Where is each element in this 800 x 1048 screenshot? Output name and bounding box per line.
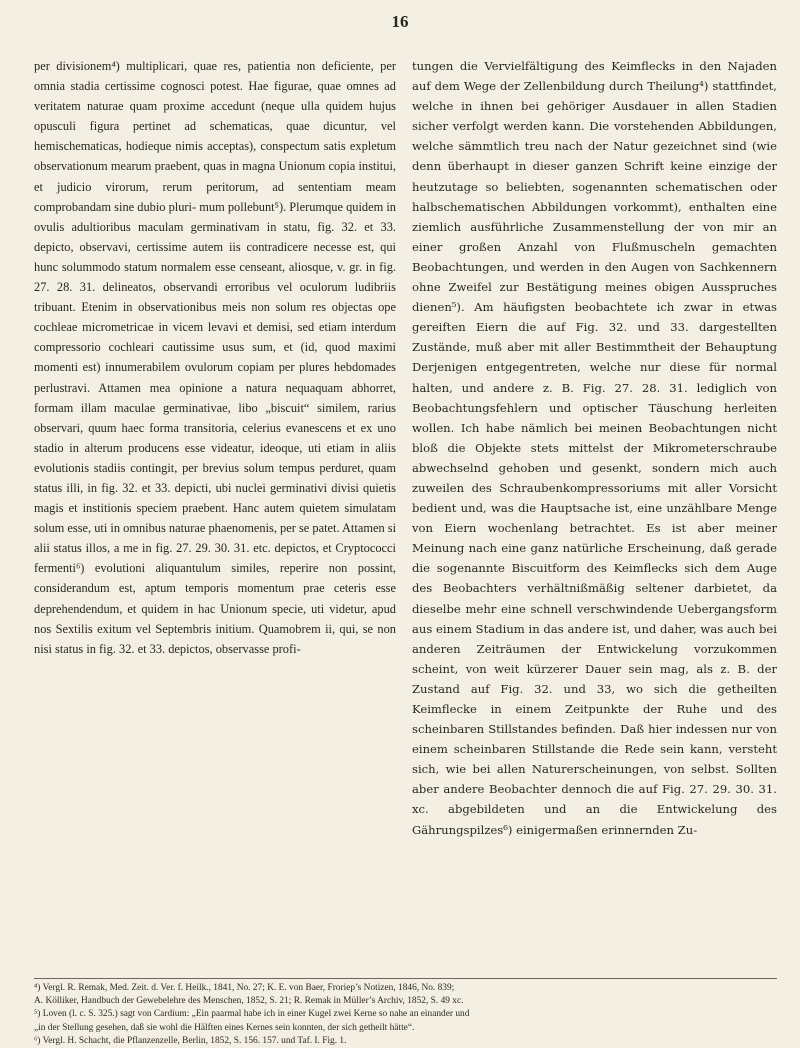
- footnote-divider: [34, 978, 777, 979]
- page-number: 16: [391, 12, 409, 31]
- german-text-column: [412, 56, 777, 974]
- latin-text-column: [34, 56, 396, 974]
- footnote-line: ⁶) Vergl. H. Schacht, die Pflanzenzelle, Berlin, 1852, S. 156. 157. und Taf. I. Fig. 1.: [34, 1035, 347, 1046]
- latin-paragraph: per divisionem⁴) multiplicari, quae res, patientia non deficiente, per omnia stadia certissime cognosci potest. Hae figurae, quae omnes ad veritatem naturae quam proxime accedunt (neque ulla quidem hujus opusculi figura pertinet ad schematicas, quae dicuntur, vel hemischematicas, hodieque nimis acceptas), conspectum satis expletum observationum mearum praebent, quas in magna Unionum copia institui, et judicio virorum, rerum peritorum, ad sententiam meam comprobandam sine dubio pluri- mum pollebunt⁵). Plerumque quidem in ovulis adultioribus maculam germinativam in statu, fig. 32. et 33. depicto, observavi, certissime autem iis contradicere necesse est, qui hunc solummodo statum normalem esse censeant, aliosque, v. gr. in fig. 27. 28. 31. delineatos, observandi erroribus vel oculorum ludibriis tribuant. Etenim in observationibus meis non solum res objectas ope cochleae micrometricae in vicem levavi et demisi, sed etiam interdum compressorio cochleari cautissime usus sum, et (id, quod maximi momenti est) innumerabilem ovulorum copiam per plures hebdomades perlustravi. Attamen mea opinione a natura nequaquam abhorret, formam illam maculae germinativae, libo „biscuit“ similem, rarius observari, quum haec forma transitoria, celerius evanescens et ex uno stadio in alterum producens esse videatur, ideoque, uti etiam in aliis evolutionis stadiis contingit, per brevius solum tempus perduret, quam status illi, in fig. 32. et 33. depicti, ubi nuclei germinativi divisi quietis magis et institionis speciem praebent. Hanc autem quietem simulatam solum esse, uti in omnibus naturae phaenomenis, per se patet. Attamen si alii status illos, a me in fig. 27. 29. 30. 31. etc. depictos, et Cryptococci fermenti⁶) evolutioni aliquantulum similes, reperire non possint, considerandum est, aptum temporis momentum prae ceteris esse deprehendendum, et quidem in hac Unionum specie, uti videtur, apud nos Sextilis exitum vel Septembris initium. Quamobrem ii, qui, se non nisi status in fig. 32. et 33. depictos, observasse profi-: [34, 59, 396, 656]
- footnotes: [34, 982, 777, 1048]
- footnote-line: ⁴) Vergl. R. Remak, Med. Zeit. d. Ver. f. Heilk., 1841, No. 27; K. E. von Baer, Froriep’s Notizen, 1846, No. 839;: [34, 983, 455, 993]
- footnote-line: ⁵) Loven (l. c. S. 325.) sagt von Cardium: „Ein paarmal habe ich in einer Kugel zwei Kerne so nahe an einander und: [34, 1009, 470, 1020]
- footnote-line: A. Kölliker, Handbuch der Gewebelehre des Menschen, 1852, S. 21; R. Remak in Müller’s Archiv, 1852, S. 49 xc.: [34, 996, 464, 1007]
- footnote-line: „in der Stellung gesehen, daß sie wohl die Hälften eines Kernes sein konnten, der sich getheilt hätte“.: [34, 1022, 415, 1033]
- german-paragraph: tungen die Vervielfältigung des Keimflecks in den Najaden auf dem Wege der Zellenbildung durch Theilung⁴) stattfindet, welche in ihnen bei gehöriger Ausdauer in allen Stadien sicher verfolgt werden kann. Die vorstehenden Abbildungen, welche sämmtlich treu nach der Natur gezeichnet sind (wie denn überhaupt in dieser ganzen Schrift keine einzige der heutzutage so beliebten, sogenannten schematischen oder halbschematischen Abbildungen vorkommt), enthalten eine ziemlich ausführliche Zusammenstellung der von mir an einer großen Anzahl von Flußmuscheln gemachten Beobachtungen, und werden in den Augen von Sachkennern ohne Zweifel zur Bestätigung meines obigen Ausspruches dienen⁵). Am häufigsten beobachtete ich zwar in etwas gereiften Eiern die auf Fig. 32. und 33. dargestellten Zustände, muß aber mit aller Bestimmtheit der Behauptung Derjenigen entgegentreten, welche nur diese für normal halten, und andere z. B. Fig. 27. 28. 31. lediglich von Beobachtungsfehlern und optischer Täuschung herleiten wollen. Ich habe nämlich bei meinen Beobachtungen nicht bloß die Objekte stets mittelst der Mikrometerschraube abwechselnd gehoben und gesenkt, sondern mich auch zuweilen des Schraubenkompressoriums mit aller Vorsicht bedient und, was die Hauptsache ist, eine unzählbare Menge von Eiern wochenlang betrachtet. Es ist aber meiner Meinung nach eine ganz natürliche Erscheinung, daß gerade die sogenannte Biscuitform des Keimflecks sich dem Auge des Beobachters verhältnißmäßig seltener darbietet, da dieselbe mehr eine schnell verschwindende Uebergangsform aus einem Stadium in das andere ist, und daher, was auch bei anderen Zeiträumen der Entwickelung vorzukommen scheint, von weit kürzerer Dauer sein mag, als z. B. der Zustand auf Fig. 32. und 33, wo sich die getheilten Keimflecke in einem Zeitpunkte der Ruhe und des scheinbaren Stillstandes befinden. Daß hier indessen nur von einem scheinbaren Stillstande die Rede sein kann, versteht sich, wie bei allen Naturerscheinungen, von selbst. Sollten aber andere Beobachter dennoch die auf Fig. 27. 29. 30. 31. xc. abgebildeten und an die Entwickelung des Gährungspilzes⁶) einigermaßen erinnernden Zu-: [412, 59, 777, 837]
